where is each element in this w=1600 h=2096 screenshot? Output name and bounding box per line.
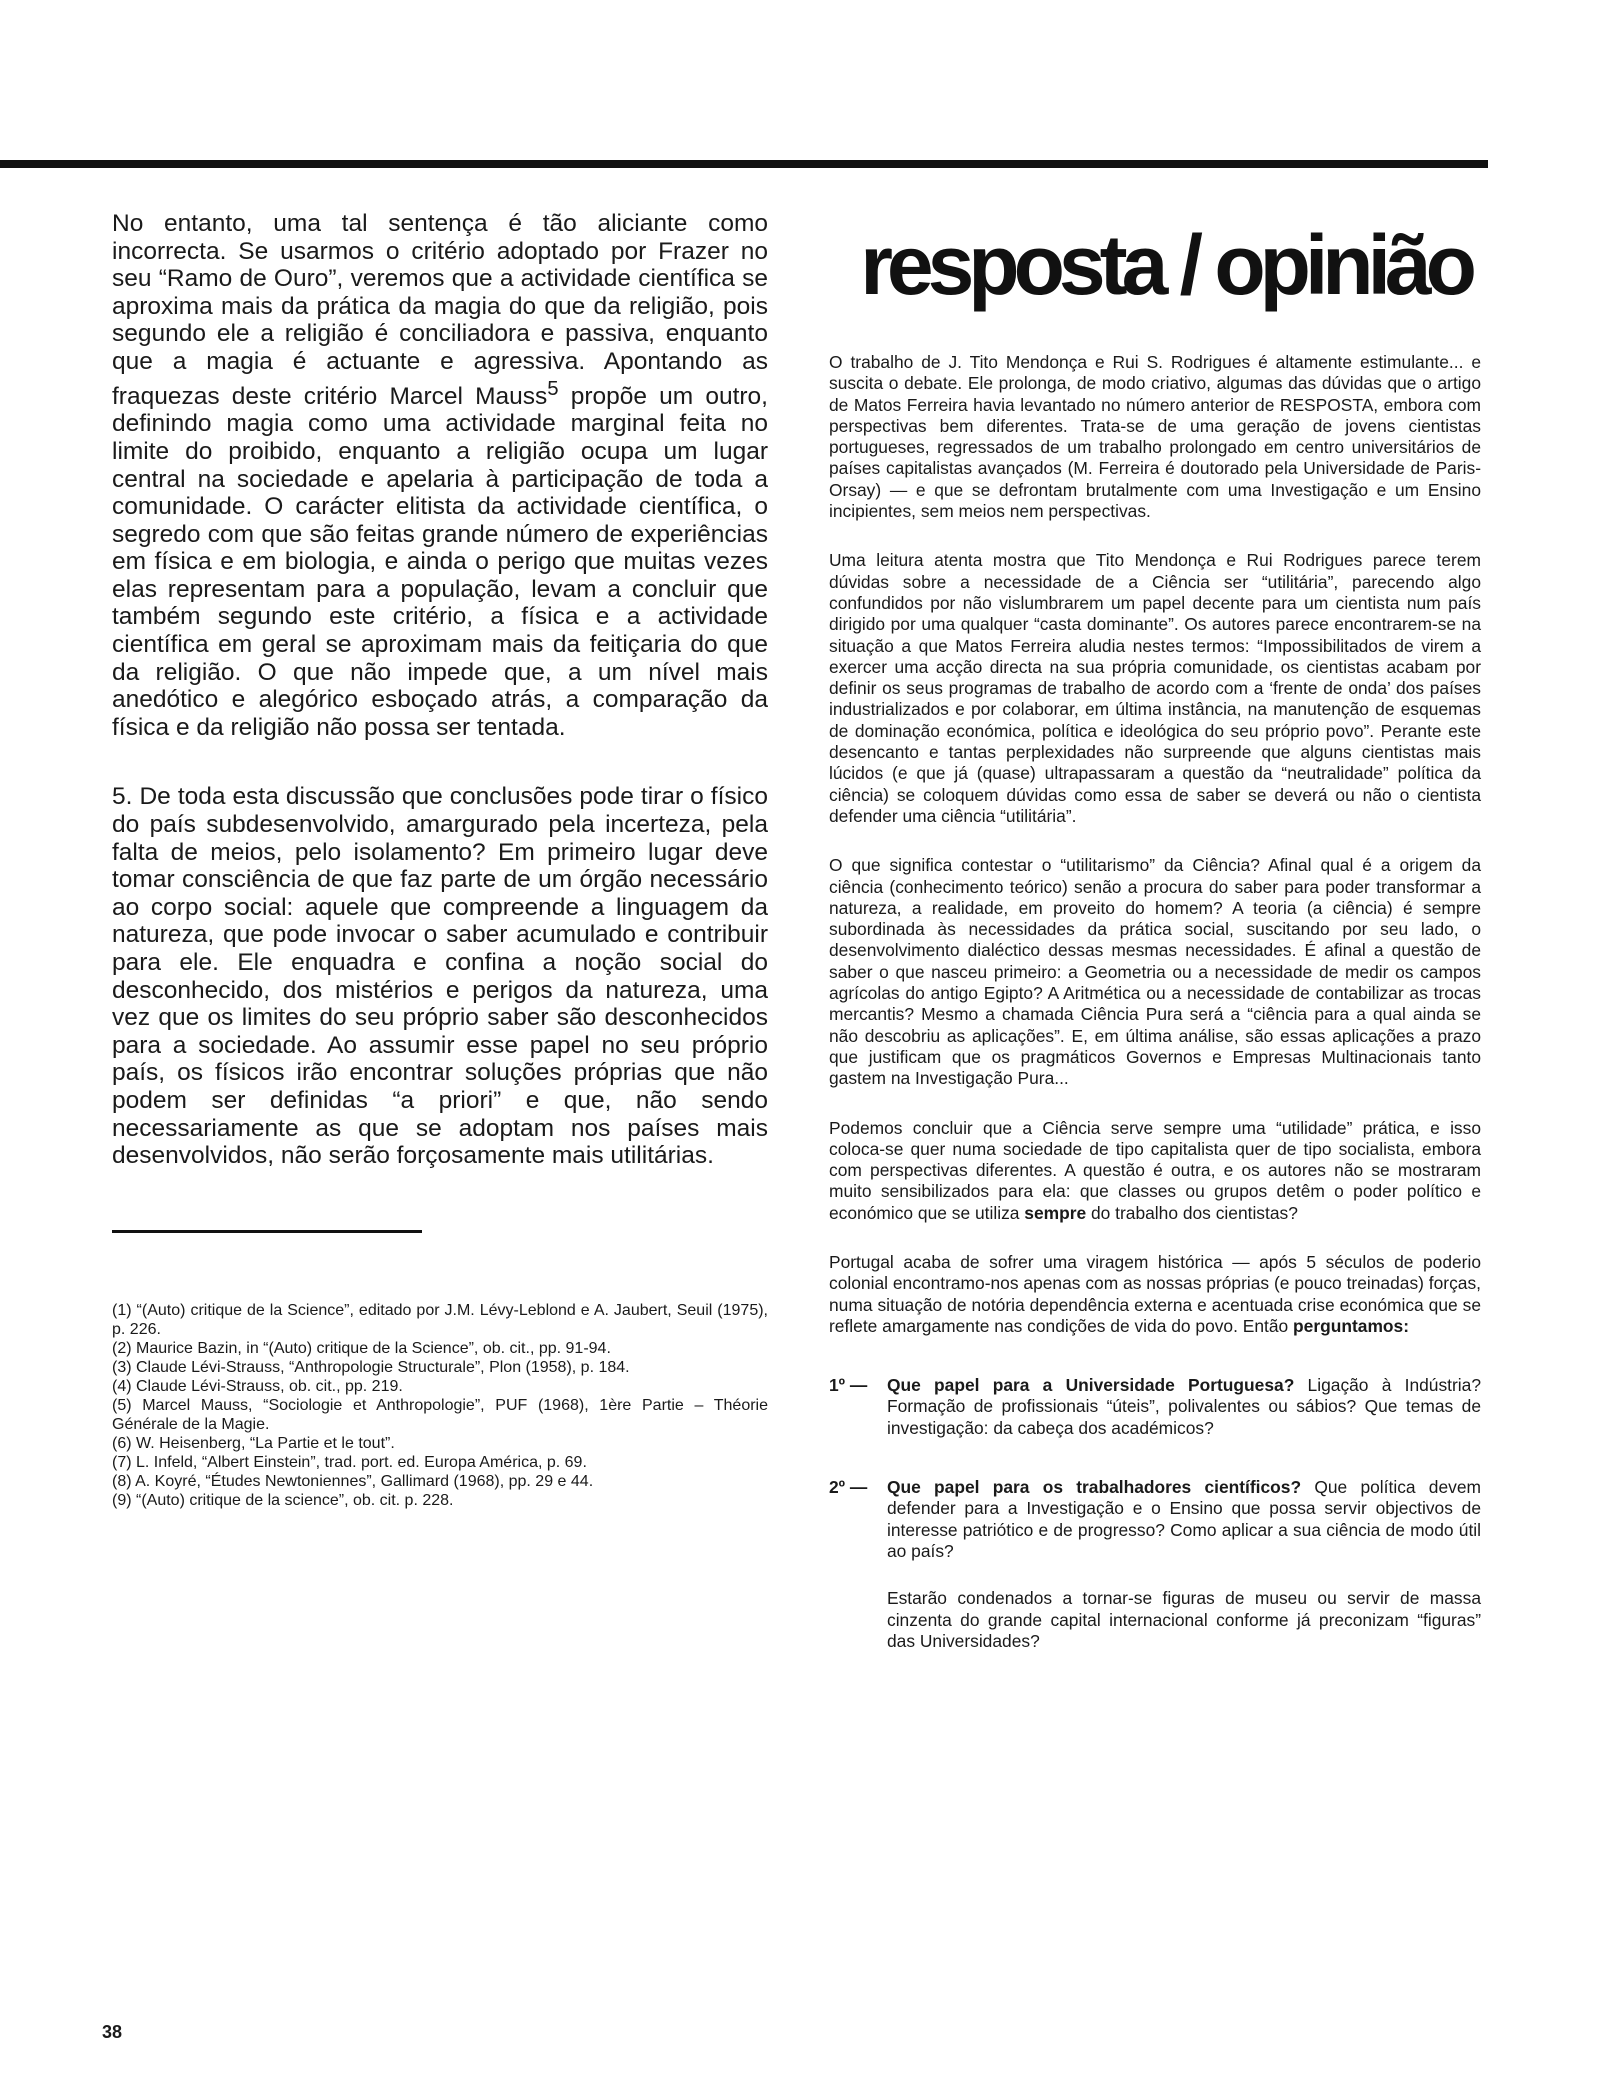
question-body: Que papel para a Universidade Portuguesa? Ligação à Indústria? Formação de profissionais “úteis”, polivalentes ou sábios? Que temas de investigação: da cabeça dos académicos? (887, 1375, 1481, 1438)
section-title: resposta / opinião (860, 218, 1471, 312)
opinion-paragraph: O trabalho de J. Tito Mendonça e Rui S. Rodrigues é altamente estimulante... e suscita o debate. Ele prolonga, de modo criativo, algumas das dúvidas que o artigo de Matos Ferreira havia levantado no número anterior de RESPOSTA, embora com perspectivas bem diferentes. Trata-se de uma geração de jovens cientistas portugueses, regressados de um trabalho prolongado em centro universitários de países capitalistas avançados (M. Ferreira é doutorado pela Universidade de Paris-Orsay) — e que se defrontam brutalmente com uma Investigação e um Ensino incipientes, sem meios nem perspectivas. (829, 352, 1481, 522)
left-column (112, 210, 768, 1526)
page-number: 38 (102, 2022, 123, 2042)
question-number: 1º — (829, 1375, 868, 1396)
footnote-rule (112, 1230, 422, 1233)
opinion-paragraph: O que significa contestar o “utilitarismo” da Ciência? Afinal qual é a origem da ciência (conhecimento teórico) senão a procura do saber para poder transformar a natureza, a realidade, em proveito do homem? A teoria (a ciência) é sempre subordinada às necessidades da prática social, suscitando por seu lado, o desenvolvimento dialéctico dessas mesmas necessidades. É afinal a questão de saber o que nasceu primeiro: a Geometria ou a necessidade de medir os campos agrícolas do antigo Egipto? A Aritmética ou a necessidade de contabilizar as trocas mercantis? Mesmo a chamada Ciência Pura será a “ciência para a qual ainda se não descobriu as aplicações”. E, em última análise, são essas aplicações a prazo que justificam que os pragmáticos Governos e Empresas Multinacionais tanto gastem na Investigação Pura... (829, 855, 1481, 1089)
footnote: (1) “(Auto) critique de la Science”, editado por J.M. Lévy-Leblond e A. Jaubert, Seuil (1975), p. 226. (112, 1301, 768, 1338)
footnote: (6) W. Heisenberg, “La Partie et le tout”. (112, 1434, 395, 1452)
question-1 (829, 1375, 1481, 1439)
question-body: Que papel para os trabalhadores científicos? Que política devem defender para a Investigação e o Ensino que possa servir objectivos de interesse patriótico e de progresso? Como aplicar a sua ciência de modo útil ao país? Estarão condenados a tornar-se figuras de museu ou servir de massa cinzenta do grande capital internacional conforme já preconizam “figuras” das Universidades? (887, 1477, 1481, 1651)
footnote: (3) Claude Lévi-Strauss, “Anthropologie Structurale”, Plon (1958), p. 184. (112, 1358, 630, 1376)
footnote-ref: 5 (547, 377, 559, 400)
footnote-list (112, 1301, 768, 1510)
footnote: (2) Maurice Bazin, in “(Auto) critique de la Science”, ob. cit., pp. 91-94. (112, 1339, 611, 1357)
footnote: (8) A. Koyré, “Études Newtoniennes”, Gallimard (1968), pp. 29 e 44. (112, 1472, 594, 1490)
footnote: (4) Claude Lévi-Strauss, ob. cit., pp. 219. (112, 1377, 403, 1395)
opinion-paragraph: Uma leitura atenta mostra que Tito Mendonça e Rui Rodrigues parece terem dúvidas sobre a necessidade de a Ciência ser “utilitária”, parecendo algo confundidos por não vislumbrarem um papel decente para um cientista num país dirigido por uma qualquer “casta dominante”. Os autores parece encontrarem-se na situação a que Matos Ferreira aludia nestes termos: “Impossibilitados de virem a exercer uma acção directa na sua própria comunidade, os cientistas acabam por definir os seus programas de trabalho de acordo com a ‘frente de onda’ dos países industrializados e por colaborar, em última instância, na manutenção de esquemas de dominação económica, política e ideológica do seu próprio povo”. Perante este desencanto e tantas perplexidades não surpreende que alguns cientistas mais lúcidos (e que já (quase) ultrapassaram a questão da “neutralidade” política da ciência) se coloquem dúvidas como essa de saber se deverá ou não o cientista defender uma ciência “utilitária”. (829, 550, 1481, 826)
header-rule (0, 160, 1488, 168)
footnote: (9) “(Auto) critique de la science”, ob. cit. p. 228. (112, 1491, 454, 1509)
footnote: (5) Marcel Mauss, “Sociologie et Anthropologie”, PUF (1968), 1ère Partie – Théorie Générale de la Magie. (112, 1396, 768, 1433)
article-paragraph: 5. De toda esta discussão que conclusões pode tirar o físico do país subdesenvolvido, amargurado pela incerteza, pela falta de meios, pelo isolamento? Em primeiro lugar deve tomar consciência de que faz parte de um órgão necessário ao corpo social: aquele que compreende a linguagem da natureza, que pode invocar o saber acumulado e contribuir para ele. Ele enquadra e confina a noção social do desconhecido, dos mistérios e perigos da natureza, uma vez que os limites do seu próprio saber são desconhecidos para a sociedade. Ao assumir esse papel no seu próprio país, os físicos irão encontrar soluções próprias que não podem ser definidas “a priori” e que, não sendo necessariamente as que se adoptam nos países mais desenvolvidos, não serão forçosamente mais utilitárias. (112, 783, 768, 1170)
article-paragraph: No entanto, uma tal sentença é tão aliciante como incorrecta. Se usarmos o critério adoptado por Frazer no seu “Ramo de Ouro”, veremos que a actividade científica se aproxima mais da prática da magia do que da religião, pois segundo ele a religião é conciliadora e passiva, enquanto que a magia é actuante e agressiva. Apontando as fraquezas deste critério Marcel Mauss$^5$ propõe um outro, definindo magia como uma actividade marginal feita no limite do proibido, enquanto a religião ocupa um lugar central na sociedade e apelaria à participação de toda a comunidade. O carácter elitista da actividade científica, o segredo com que são feitas grande número de experiências em física e em biologia, e ainda o perigo que muitas vezes elas representam para a população, levam a concluir que também segundo este critério, a física e a actividade científica em geral se aproximam mais da feitiçaria do que da religião. O que não impede que, a um nível mais anedótico e alegórico esboçado atrás, a comparação da física e da religião não possa ser tentada. (112, 210, 768, 741)
question-2 (829, 1477, 1481, 1652)
question-followup: Estarão condenados a tornar-se figuras de museu ou servir de massa cinzenta do grande capital internacional conforme já preconizam “figuras” das Universidades? (887, 1588, 1481, 1651)
right-column (829, 210, 1481, 1652)
question-number: 2º — (829, 1477, 868, 1498)
opinion-paragraph: Podemos concluir que a Ciência serve sempre uma “utilidade” prática, e isso coloca-se quer numa sociedade de tipo capitalista quer de tipo socialista, embora com perspectivas diferentes. A questão é outra, e os autores não se mostraram muito sensibilizados para ela: que classes ou grupos detêm o poder político e económico que se utiliza sempre do trabalho dos cientistas? (829, 1117, 1481, 1223)
opinion-paragraph: Portugal acaba de sofrer uma viragem histórica — após 5 séculos de poderio colonial encontramo-nos apenas com as nossas próprias (e pouco treinadas) forças, numa situação de notória dependência externa e acentuada crise económica que se reflete amargamente nas condições de vida do povo. Então perguntamos: (829, 1251, 1481, 1336)
footnote: (7) L. Infeld, “Albert Einstein”, trad. port. ed. Europa América, p. 69. (112, 1453, 587, 1471)
